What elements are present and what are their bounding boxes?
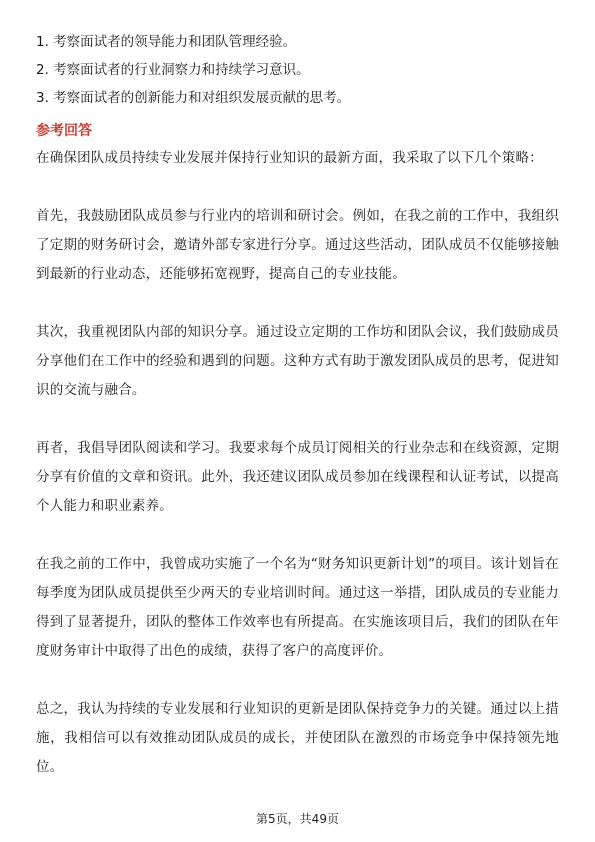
evaluation-points-list (36, 28, 566, 112)
section-title: 参考回答 (36, 123, 92, 139)
paragraph-third: 再者，我倡导团队阅读和学习。我要求每个成员订阅相关的行业杂志和在线资源，定期分享有价值的文章和资讯。此外，我还建议团队成员参加在线课程和认证考试，以提高个人能力和职业素养。 (36, 440, 559, 514)
list-item: 2. 考察面试者的行业洞察力和持续学习意识。 (36, 62, 310, 78)
answer-body (36, 144, 559, 811)
paragraph-intro: 在确保团队成员持续专业发展并保持行业知识的最新方面，我采取了以下几个策略： (36, 150, 543, 166)
paragraph-conclusion: 总之，我认为持续的专业发展和行业知识的更新是团队保持竞争力的关键。通过以上措施，我相信可以有效推动团队成员的成长，并使团队在激烈的市场竞争中保持领先地位。 (36, 701, 559, 775)
paragraph-second: 其次，我重视团队内部的知识分享。通过设立定期的工作坊和团队会议，我们鼓励成员分享他们在工作中的经验和遇到的问题。这种方式有助于激发团队成员的思考，促进知识的交流与融合。 (36, 324, 559, 398)
paragraph-first: 首先，我鼓励团队成员参与行业内的培训和研讨会。例如，在我之前的工作中，我组织了定期的财务研讨会，邀请外部专家进行分享。通过这些活动，团队成员不仅能够接触到最新的行业动态，还能够拓宽视野，提高自己的专业技能。 (36, 208, 559, 282)
page-number-footer: 第5页，共49页 (256, 812, 339, 826)
list-item: 3. 考察面试者的创新能力和对组织发展贡献的思考。 (36, 90, 351, 106)
list-item: 1. 考察面试者的领导能力和团队管理经验。 (36, 34, 297, 50)
paragraph-example: 在我之前的工作中，我曾成功实施了一个名为“财务知识更新计划”的项目。该计划旨在每季度为团队成员提供至少两天的专业培训时间。通过这一举措，团队成员的专业能力得到了显著提升，团队的整体工作效率也有所提高。在实施该项目后，我们的团队在年度财务审计中取得了出色的成绩，获得了客户的高度评价。 (36, 556, 559, 659)
